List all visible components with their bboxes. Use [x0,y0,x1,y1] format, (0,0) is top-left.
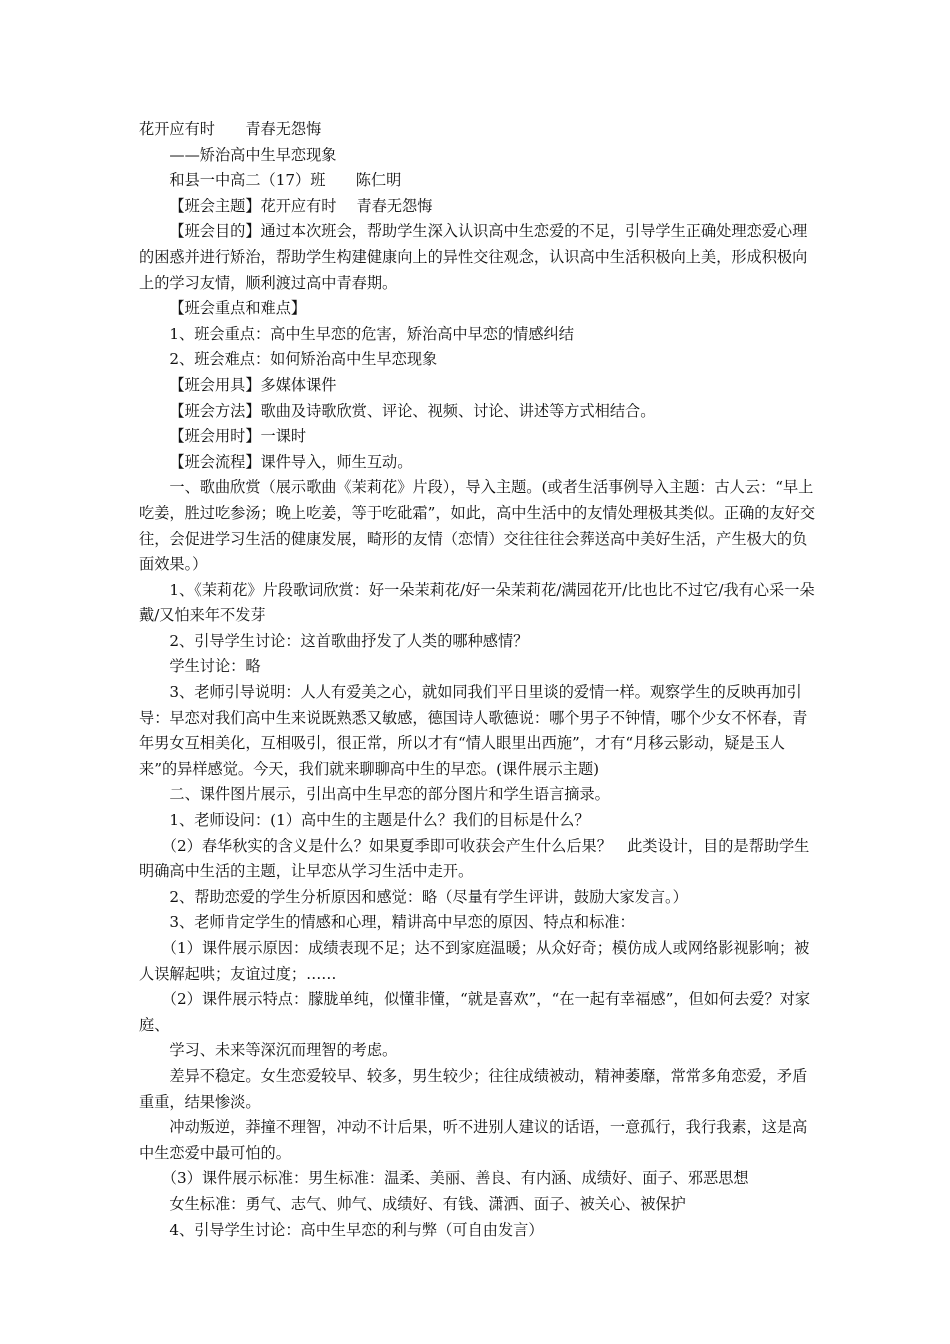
paragraph-teacher-question: 1、老师设问：(1）高中生的主题是什么？我们的目标是什么？ [169,811,590,830]
author-line: 和县一中高二（17）班 陈仁明 [169,171,402,190]
paragraph-pros-cons: 4、引导学生讨论：高中生早恋的利与弊（可自由发言） [169,1220,544,1239]
paragraph-features: （2）课件展示特点：朦胧单纯，似懂非懂，“就是喜欢”，“在一起有幸福感”，但如何去爱？对家庭、 [139,990,811,1034]
paragraph-study-future: 学习、未来等深沉而理智的考虑。 [169,1041,398,1060]
paragraph-process: 【班会流程】课件导入，师生互动。 [169,452,413,471]
document-subtitle: ——矫治高中生早恋现象 [169,145,337,164]
document-title: 花开应有时 青春无怨悔 [139,120,322,138]
paragraph-section-one: 一、歌曲欣赏（展示歌曲《茉莉花》片段），导入主题。(或者生活事例导入主题：古人云：“早上吃姜，胜过吃参汤；晚上吃姜，等于吃砒霜”，如此，高中生活中的友情处理极其类似。正确的友好交往，会促进学习生活的健康发展，畸形的友情（恋情）交往往往会葬送高中美好生活，产生极大的负面效果。） [139,478,816,574]
paragraph-student-discussion: 学生讨论：略 [169,657,261,676]
document-body [139,117,815,1243]
paragraph-key-point: 1、班会重点：高中生早恋的危害，矫治高中早恋的情感纠结 [169,324,574,343]
paragraph-standards-boys: （3）课件展示标准：男生标准：温柔、美丽、善良、有内涵、成绩好、面子、邪恶思想 [161,1169,749,1188]
paragraph-tools: 【班会用具】多媒体课件 [169,375,337,394]
paragraph-help-students: 2、帮助恋爱的学生分析原因和感觉：略（尽量有学生评讲，鼓励大家发言。） [169,887,688,906]
paragraph-section-two: 二、课件图片展示，引出高中生早恋的部分图片和学生语言摘录。 [169,785,610,804]
paragraph-purpose: 【班会目的】通过本次班会，帮助学生深入认识高中生恋爱的不足，引导学生正确处理恋爱心理的困惑并进行矫治，帮助学生构建健康向上的异性交往观念，认识高中生活积极向上美，形成积极向上的学习友情，顺利渡过高中青春期。 [139,222,808,292]
paragraph-reasons: （1）课件展示原因：成绩表现不足；达不到家庭温暖；从众好奇；模仿成人或网络影视影响；被人误解起哄；友谊过度；…… [139,939,810,983]
paragraph-methods: 【班会方法】歌曲及诗歌欣赏、评论、视频、讨论、讲述等方式相结合。 [169,401,656,420]
paragraph-difficulty: 2、班会难点：如何矫治高中生早恋现象 [169,350,438,369]
paragraph-standards-girls: 女生标准：勇气、志气、帅气、成绩好、有钱、潇洒、面子、被关心、被保护 [169,1194,686,1213]
paragraph-duration: 【班会用时】一课时 [169,427,307,446]
paragraph-question-two: （2）春华秋实的含义是什么？如果夏季即可收获会产生什么后果？ 此类设计，目的是帮助学生明确高中生活的主题，让早恋从学习生活中走开。 [139,836,810,881]
paragraph-teacher-guidance: 3、老师引导说明：人人有爱美之心，就如同我们平日里谈的爱情一样。观察学生的反映再加引导：早恋对我们高中生来说既熟悉又敏感，德国诗人歌德说：哪个男子不钟情，哪个少女不怀春，青年男女互相美化，互相吸引，很正常，所以才有“情人眼里出西施”，才有“月移云影动，疑是玉人来”的异样感觉。今天，我们就来聊聊高中生的早恋。(课件展示主题) [139,683,808,778]
paragraph-impulsive: 冲动叛逆，莽撞不理智，冲动不计后果，听不进别人建议的话语，一意孤行，我行我素，这是高中生恋爱中最可怕的。 [139,1118,808,1162]
paragraph-lyrics: 1、《茉莉花》片段歌词欣赏：好一朵茉莉花/好一朵茉莉花/满园花开/比也比不过它/我有心采一朵戴/又怕来年不发芽 [139,580,815,625]
paragraph-instability: 差异不稳定。女生恋爱较早、较多，男生较少；往往成绩被动，精神萎靡，常常多角恋爱，矛盾重重，结果惨淡。 [139,1066,808,1111]
paragraph-teacher-affirm: 3、老师肯定学生的情感和心理，精讲高中早恋的原因、特点和标准： [169,913,635,932]
paragraph-theme: 【班会主题】花开应有时 青春无怨悔 [169,196,433,215]
paragraph-key-points-heading: 【班会重点和难点】 [169,299,307,318]
paragraph-discussion-prompt: 2、引导学生讨论：这首歌曲抒发了人类的哪种感情？ [169,631,529,650]
